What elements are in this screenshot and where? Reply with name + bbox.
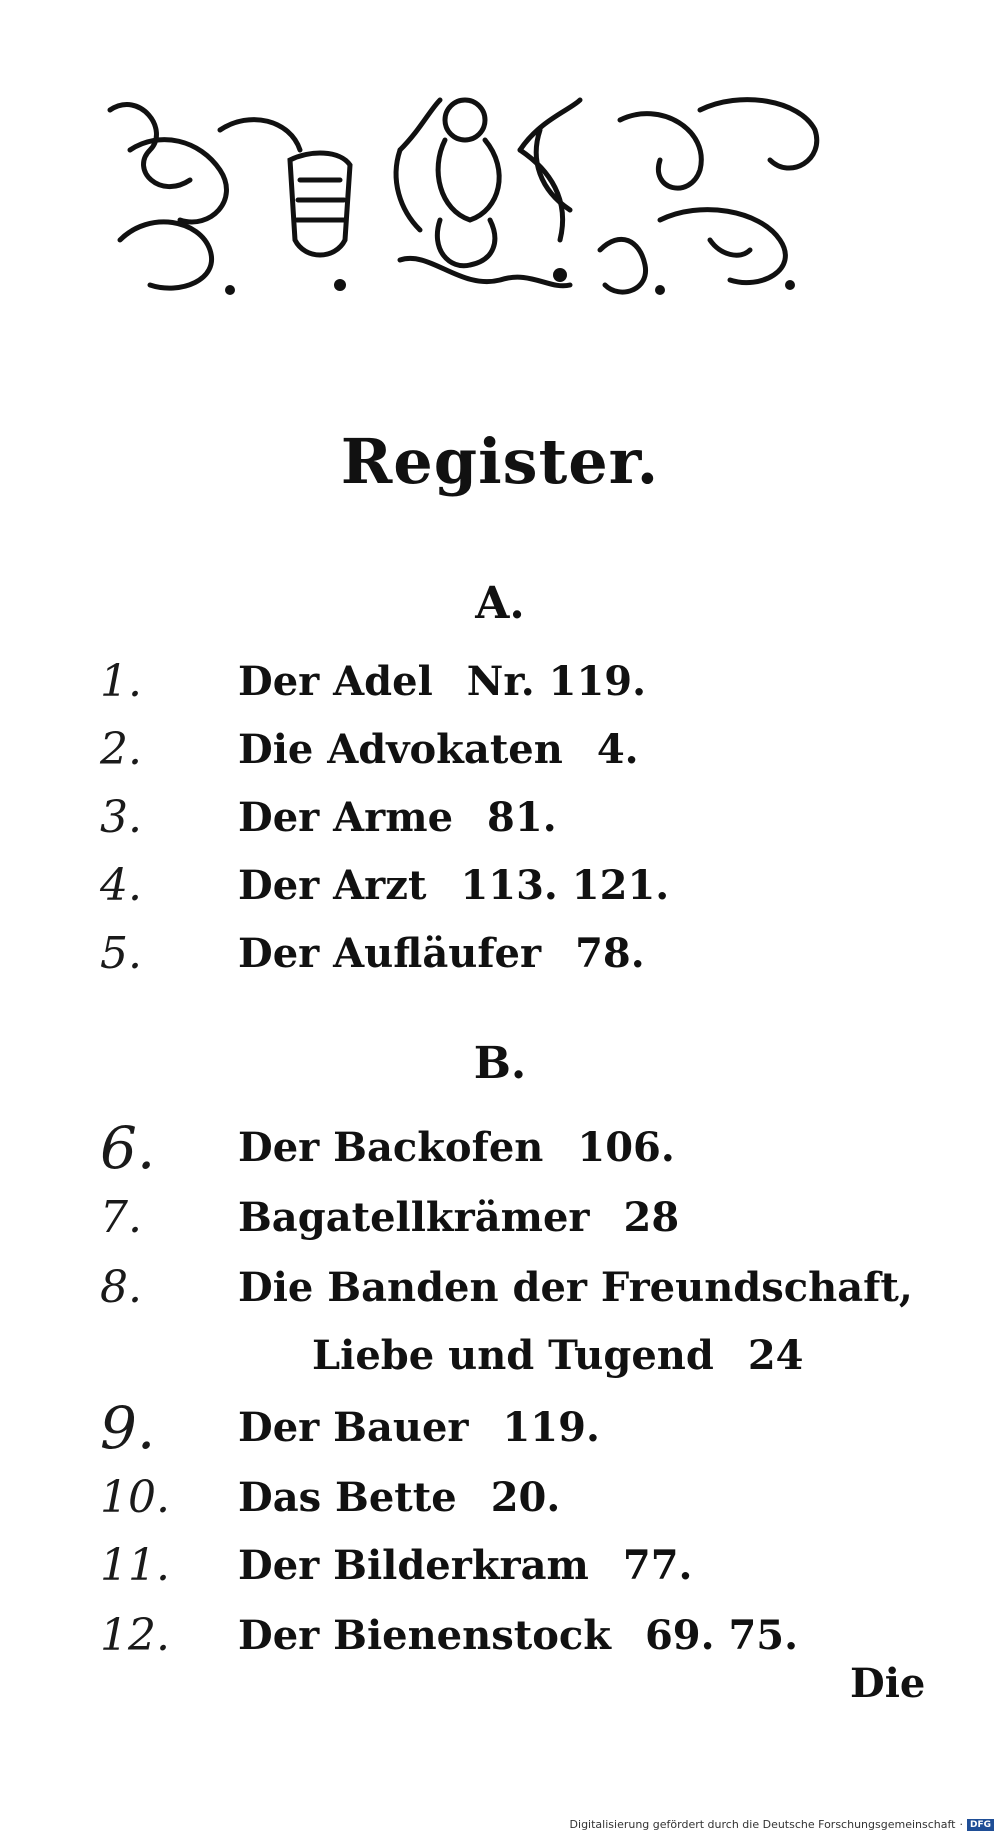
entry-text — [238, 924, 645, 984]
entry-text — [238, 1188, 679, 1248]
entry-number: 6. — [100, 1114, 156, 1182]
entry-pages: 28 — [623, 1194, 680, 1241]
register-entry — [0, 1394, 1000, 1462]
entry-text — [238, 1468, 560, 1528]
section-heading-b: B. — [473, 1038, 527, 1089]
entry-pages: 77. — [622, 1542, 693, 1589]
register-entry — [0, 1536, 1000, 1596]
register-entry — [0, 1468, 1000, 1528]
entry-pages: 20. — [490, 1474, 561, 1521]
entry-title: Bagatellkrämer — [238, 1194, 590, 1241]
entry-text — [312, 1326, 804, 1386]
footer-text: Digitalisierung gefördert durch die Deutsche Forschungsgemeinschaft — [569, 1818, 956, 1831]
register-entry — [0, 788, 1000, 848]
footer-separator: · — [959, 1818, 963, 1831]
entry-title: Das Bette — [238, 1474, 457, 1521]
entry-text — [238, 720, 639, 780]
page-title: Register. — [340, 425, 660, 498]
register-entry — [0, 924, 1000, 984]
entry-text: Die Banden der Freundschaft, — [238, 1264, 913, 1311]
entry-number: 12. — [100, 1610, 170, 1661]
dfg-logo-icon: DFG — [967, 1819, 994, 1831]
entry-text — [238, 652, 646, 712]
register-entry — [0, 1606, 1000, 1666]
entry-number: 10. — [100, 1472, 170, 1523]
entry-number: 7. — [100, 1192, 142, 1243]
catchword: Die — [850, 1660, 926, 1707]
register-entry — [0, 1258, 1000, 1318]
digitization-footer — [570, 1818, 994, 1831]
entry-title: Der Adel — [238, 658, 433, 705]
entry-text — [238, 788, 557, 848]
register-entry — [0, 1114, 1000, 1182]
entry-number: 2. — [100, 724, 142, 775]
entry-title-continuation: Liebe und Tugend — [312, 1332, 714, 1379]
entry-title: Der Bilderkram — [238, 1542, 589, 1589]
entry-pages: 24 — [747, 1332, 804, 1379]
register-entry — [0, 856, 1000, 916]
entry-text — [238, 1536, 692, 1596]
entry-pages: 113. 121. — [460, 862, 670, 909]
register-entry — [0, 652, 1000, 712]
entry-text — [238, 1118, 675, 1178]
entry-title: Der Arme — [238, 794, 454, 841]
register-entry — [0, 1188, 1000, 1248]
entry-number: 9. — [100, 1394, 156, 1462]
entry-number: 3. — [100, 792, 142, 843]
entry-title: Der Aufläufer — [238, 930, 542, 977]
entry-pages: 69. 75. — [644, 1612, 799, 1659]
entry-text — [238, 1606, 798, 1666]
entry-title: Der Bauer — [238, 1404, 469, 1451]
entry-number: 8. — [100, 1262, 142, 1313]
entry-text — [238, 856, 669, 916]
register-entry — [0, 720, 1000, 780]
entry-pages: 78. — [575, 930, 645, 977]
entry-pages: 106. — [577, 1124, 675, 1171]
entry-title: Die Advokaten — [238, 726, 563, 773]
register-entry-continuation — [0, 1326, 1000, 1386]
entry-pages: 4. — [596, 726, 639, 773]
entry-title: Der Backofen — [238, 1124, 544, 1171]
entry-text — [238, 1398, 600, 1458]
entry-number: 5. — [100, 928, 142, 979]
entry-number: 1. — [100, 656, 142, 707]
entry-title: Der Bienenstock — [238, 1612, 611, 1659]
entry-pages: 119. — [502, 1404, 600, 1451]
entry-number: 11. — [100, 1540, 170, 1591]
section-heading-a: A. — [475, 578, 525, 629]
entry-title: Der Arzt — [238, 862, 427, 909]
entry-number: 4. — [100, 860, 142, 911]
entry-pages: 81. — [487, 794, 557, 841]
headpiece-ornament-icon — [100, 90, 840, 305]
entry-pages: Nr. 119. — [466, 658, 647, 705]
